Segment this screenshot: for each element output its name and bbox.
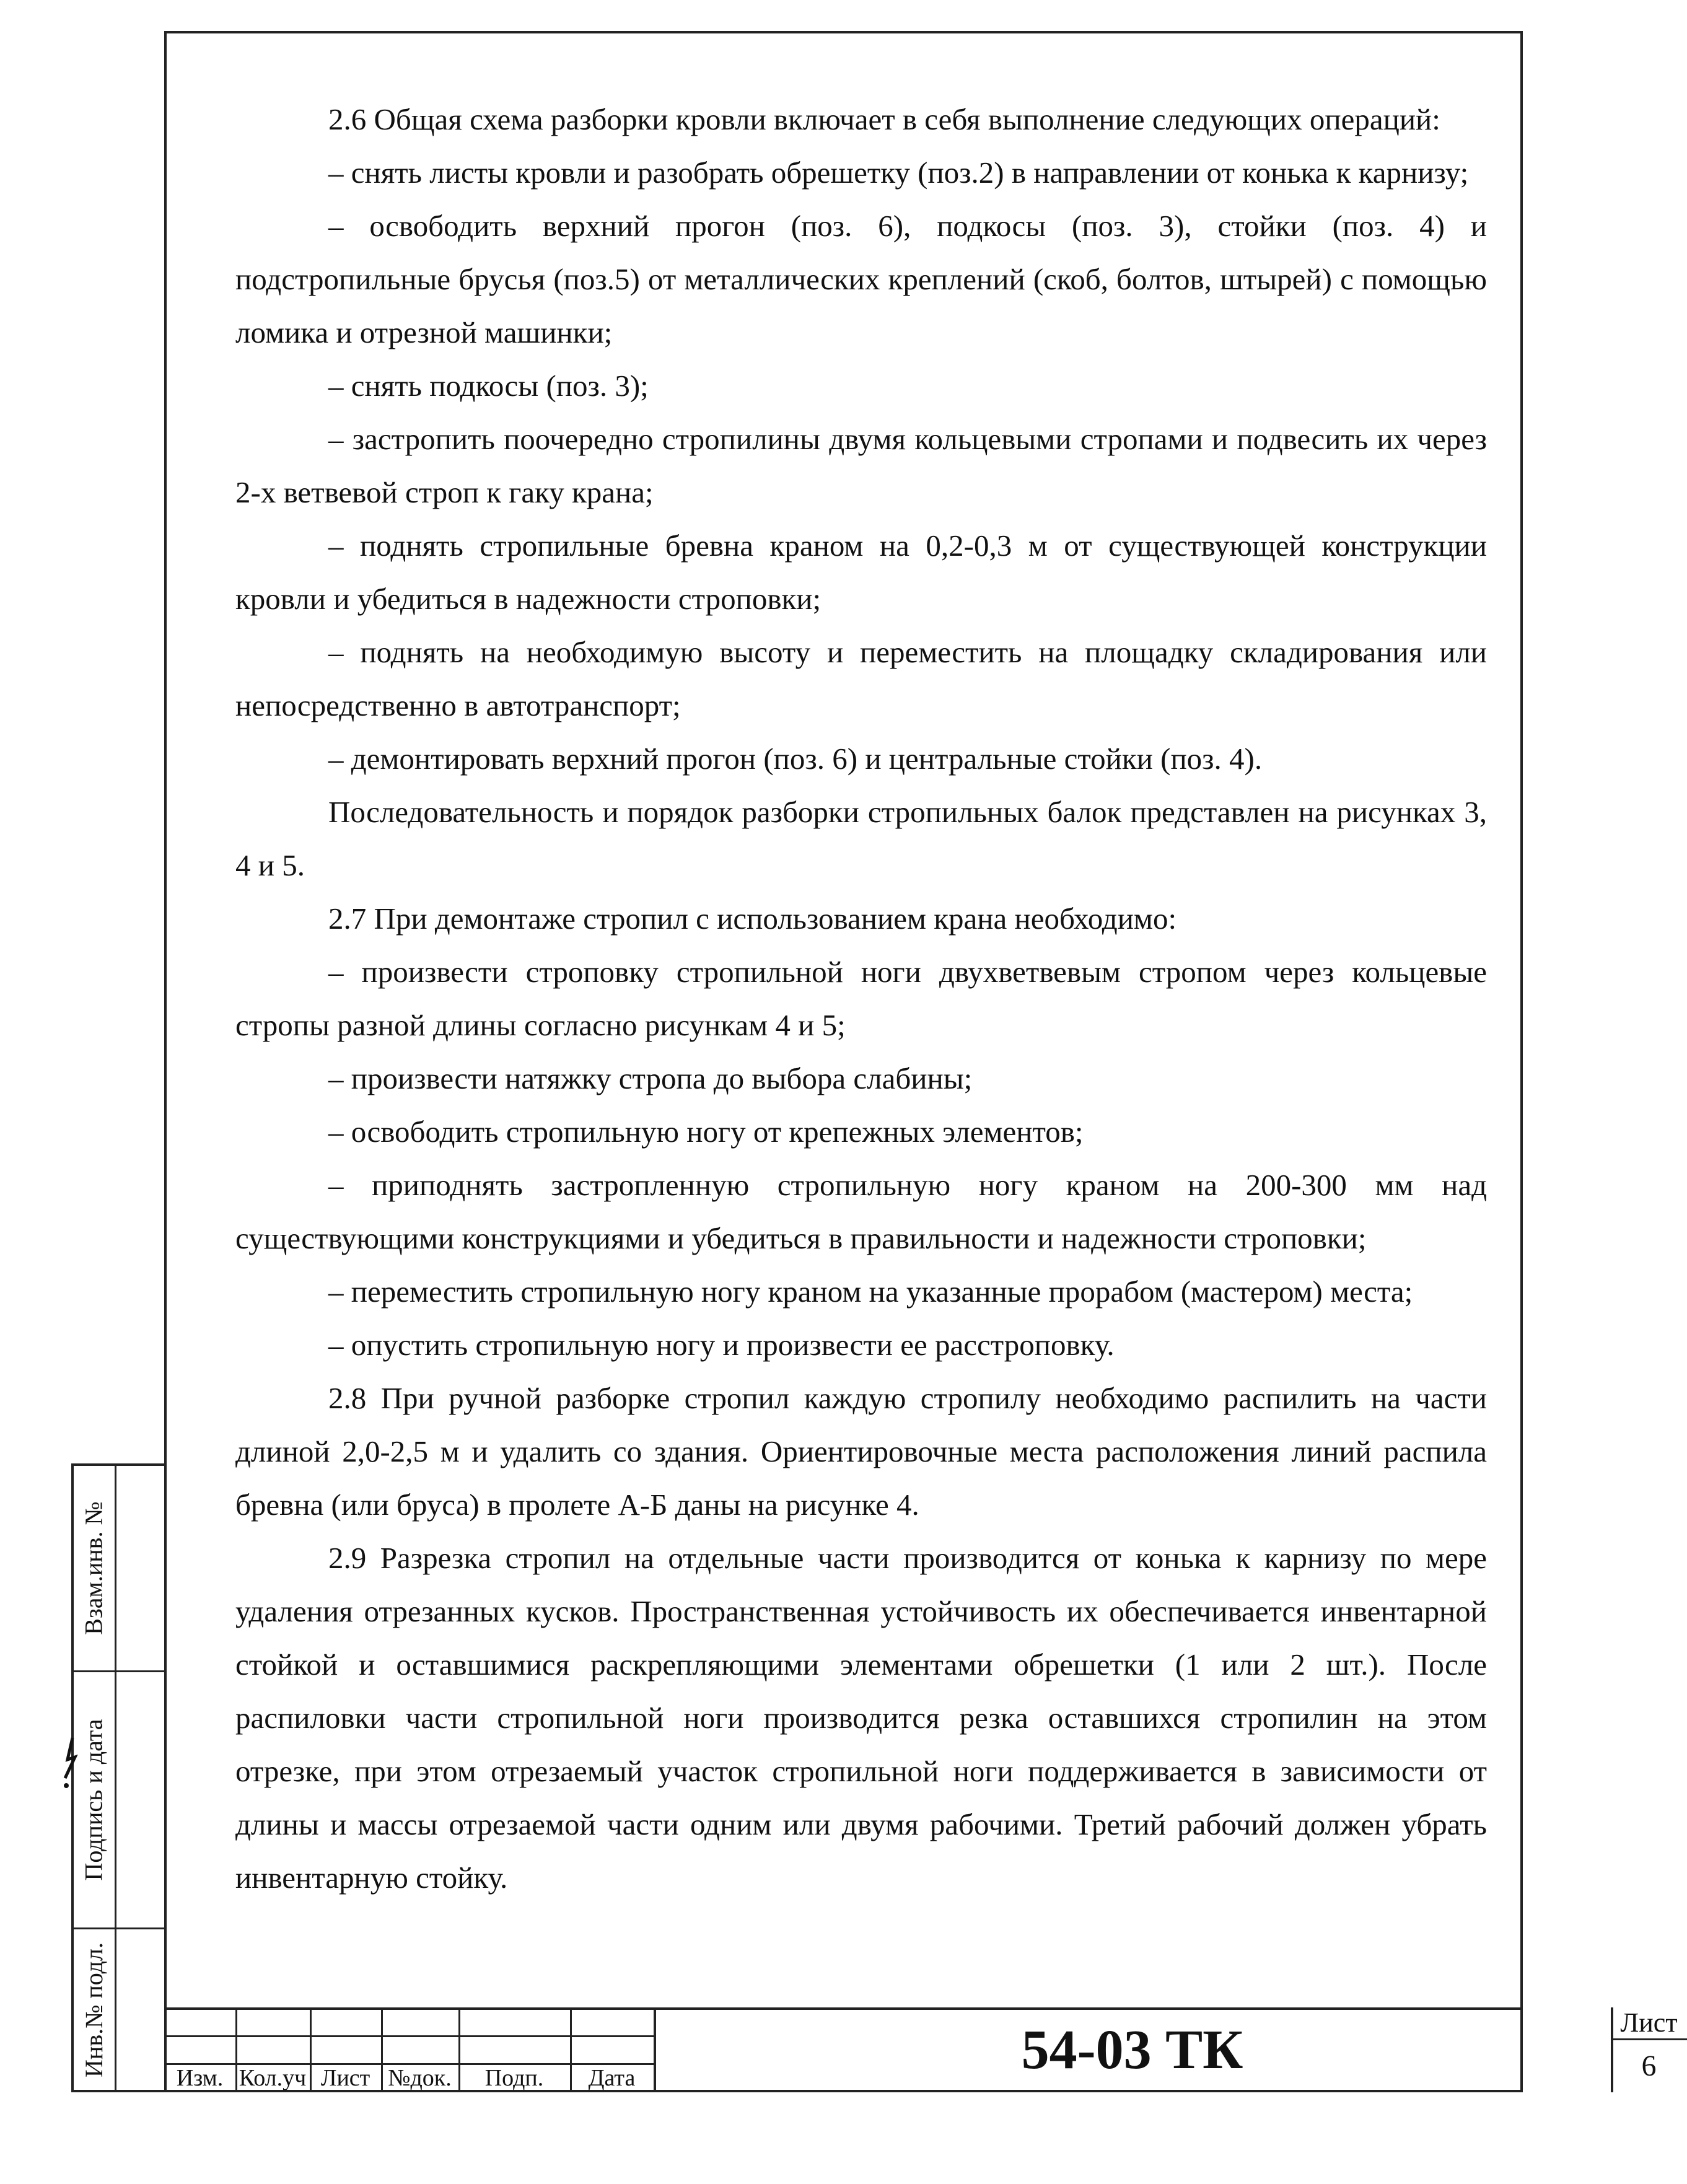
list-item: – демонтировать верхний прогон (поз. 6) и центральные стойки (поз. 4).	[328, 742, 1263, 776]
side-stamp	[71, 1463, 164, 2092]
paragraph: 2.7 При демонтаже стропил с использованием крана необходимо:	[328, 901, 1177, 936]
header-data: Дата	[588, 2065, 636, 2091]
list-item: – поднять стропильные бревна краном на 0,2-0,3 м от существующей конструкции кровли и убедиться в надежности строповки;	[235, 528, 1487, 616]
header-kol: Кол.уч	[239, 2065, 307, 2091]
list-item: – освободить верхний прогон (поз. 6), подкосы (поз. 3), стойки (поз. 4) и подстропильные брусья (поз.5) от металлических креплений (скоб, болтов, штырей) с помощью ломика и отрезной машинки;	[235, 209, 1487, 349]
stamp-inv-replace: Взам.инв. №	[80, 1501, 108, 1635]
header-ndok: №док.	[388, 2065, 452, 2091]
paragraph: 2.6 Общая схема разборки кровли включает в себя выполнение следующих операций:	[328, 102, 1440, 136]
revision-grid	[164, 2007, 654, 2092]
document-body	[235, 93, 1487, 1905]
header-list: Лист	[320, 2065, 370, 2091]
header-podp: Подп.	[484, 2065, 544, 2091]
list-item: – застропить поочередно стропилины двумя кольцевыми стропами и подвесить их через 2-х ветвевой строп к гаку крана;	[235, 422, 1487, 509]
sheet-label: Лист	[1620, 2007, 1678, 2038]
list-item: – произвести натяжку стропа до выбора слабины;	[328, 1061, 973, 1095]
stamp-signature-date: Подпись и дата	[80, 1719, 108, 1881]
stamp-inv-original: Инв.№ подл.	[80, 1942, 108, 2077]
title-block	[164, 2007, 1678, 2092]
signature-mark	[59, 1735, 84, 1791]
paragraph: 2.9 Разрезка стропил на отдельные части производится от конька к карнизу по мере удаления отрезанных кусков. Пространственная устойчивость их обеспечивается инвентарной стойкой и оставшимися раскрепляющими элементами обрешетки (1 или 2 шт.). После распиловки части стропильной ноги производится резка оставшихся стропилин на этом отрезке, при этом отрезаемый участок стропильной ноги поддерживается в зависимости от длины и массы отрезаемой части одним или двумя рабочими. Третий рабочий должен убрать инвентарную стойку.	[235, 1541, 1487, 1895]
paragraph: Последовательность и порядок разборки стропильных балок представлен на рисунках 3, 4 и 5.	[235, 795, 1487, 882]
list-item: – опустить стропильную ногу и произвести ее расстроповку.	[328, 1328, 1115, 1362]
sheet-divider	[1611, 2038, 1687, 2040]
document-code: 54-03 ТК	[1021, 2019, 1243, 2081]
paragraph: 2.8 При ручной разборке стропил каждую стропилу необходимо распилить на части длиной 2,0-2,5 м и удалить со здания. Ориентировочные места расположения линий распила бревна (или бруса) в пролете А-Б даны на рисунке 4.	[235, 1381, 1487, 1522]
header-izm: Изм.	[176, 2065, 224, 2091]
stamp-divider	[115, 1466, 116, 2090]
list-item: – приподнять застропленную стропильную ногу краном на 200-300 мм над существующими конструкциями и убедиться в правильности и надежности строповки;	[235, 1168, 1487, 1255]
list-item: – снять подкосы (поз. 3);	[328, 369, 649, 403]
list-item: – произвести строповку стропильной ноги двухветвевым стропом через кольцевые стропы разной длины согласно рисункам 4 и 5;	[235, 955, 1487, 1042]
sheet-box	[1611, 2007, 1687, 2092]
list-item: – переместить стропильную ногу краном на указанные прорабом (мастером) места;	[328, 1274, 1413, 1309]
list-item: – снять листы кровли и разобрать обрешетку (поз.2) в направлении от конька к карнизу;	[328, 156, 1469, 190]
grid-line	[164, 2035, 654, 2037]
list-item: – поднять на необходимую высоту и переместить на площадку складирования или непосредственно в автотранспорт;	[235, 635, 1487, 722]
sheet-number: 6	[1641, 2050, 1657, 2082]
list-item: – освободить стропильную ногу от крепежных элементов;	[328, 1115, 1084, 1149]
